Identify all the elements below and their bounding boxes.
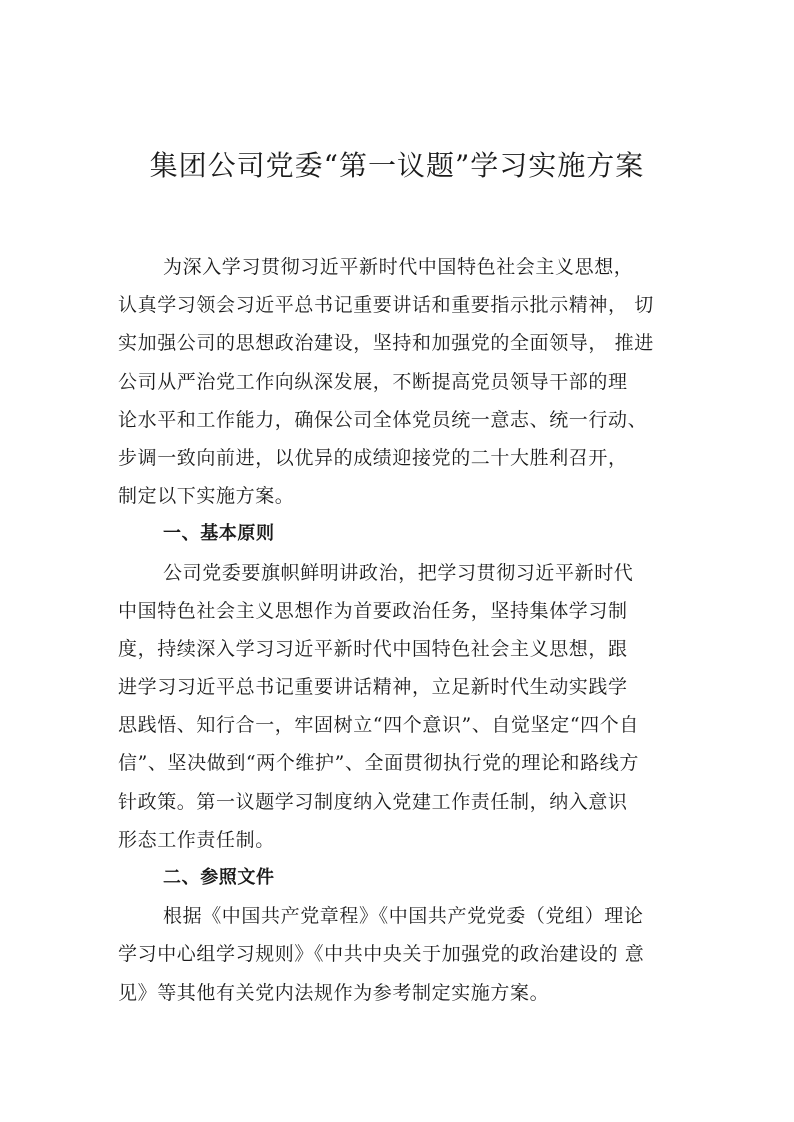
section-heading-principles: 一、基本原则	[163, 523, 275, 545]
principles-line: 针政策。第一议题学习制度纳入党建工作责任制，纳入意识	[118, 790, 628, 813]
principles-line: 进学习习近平总书记重要讲话精神，立足新时代生动实践学	[118, 676, 628, 699]
principles-line: 公司党委要旗帜鲜明讲政治，把学习贯彻习近平新时代	[163, 561, 634, 584]
principles-line: 中国特色社会主义思想作为首要政治任务，坚持集体学习制	[118, 599, 628, 622]
references-line: 根据《中国共产党章程》《中国共产党党委（党组）理论	[163, 905, 644, 928]
intro-line: 步调一致向前进，以优异的成绩迎接党的二十大胜利召开，	[118, 446, 628, 469]
document-title: 集团公司党委“第一议题”学习实施方案	[149, 149, 645, 182]
principles-line: 信”、坚决做到“两个维护”、全面贯彻执行党的理论和路线方	[118, 752, 639, 775]
principles-line: 度，持续深入学习习近平新时代中国特色社会主义思想，跟	[118, 637, 628, 660]
intro-line: 为深入学习贯彻习近平新时代中国特色社会主义思想，	[163, 256, 634, 278]
intro-line: 制定以下实施方案。	[118, 485, 295, 508]
intro-line: 论水平和工作能力，确保公司全体党员统一意志、统一行动、	[118, 408, 648, 431]
principles-line: 思践悟、知行合一，牢固树立“四个意识”、自觉坚定“四个自	[118, 714, 639, 737]
document-body	[118, 248, 686, 1012]
intro-line: 认真学习领会习近平总书记重要讲话和重要指示批示精神， 切	[118, 294, 654, 317]
references-line: 见》等其他有关党内法规作为参考制定实施方案。	[118, 981, 550, 1004]
section-heading-references: 二、参照文件	[163, 867, 275, 888]
references-line: 学习中心组学习规则》《中共中央关于加强党的政治建设的 意	[118, 943, 645, 966]
principles-line: 形态工作责任制。	[118, 828, 275, 851]
intro-line: 公司从严治党工作向纵深发展，不断提高党员领导干部的理	[118, 370, 628, 393]
intro-line: 实加强公司的思想政治建设，坚持和加强党的全面领导， 推进	[118, 332, 654, 355]
